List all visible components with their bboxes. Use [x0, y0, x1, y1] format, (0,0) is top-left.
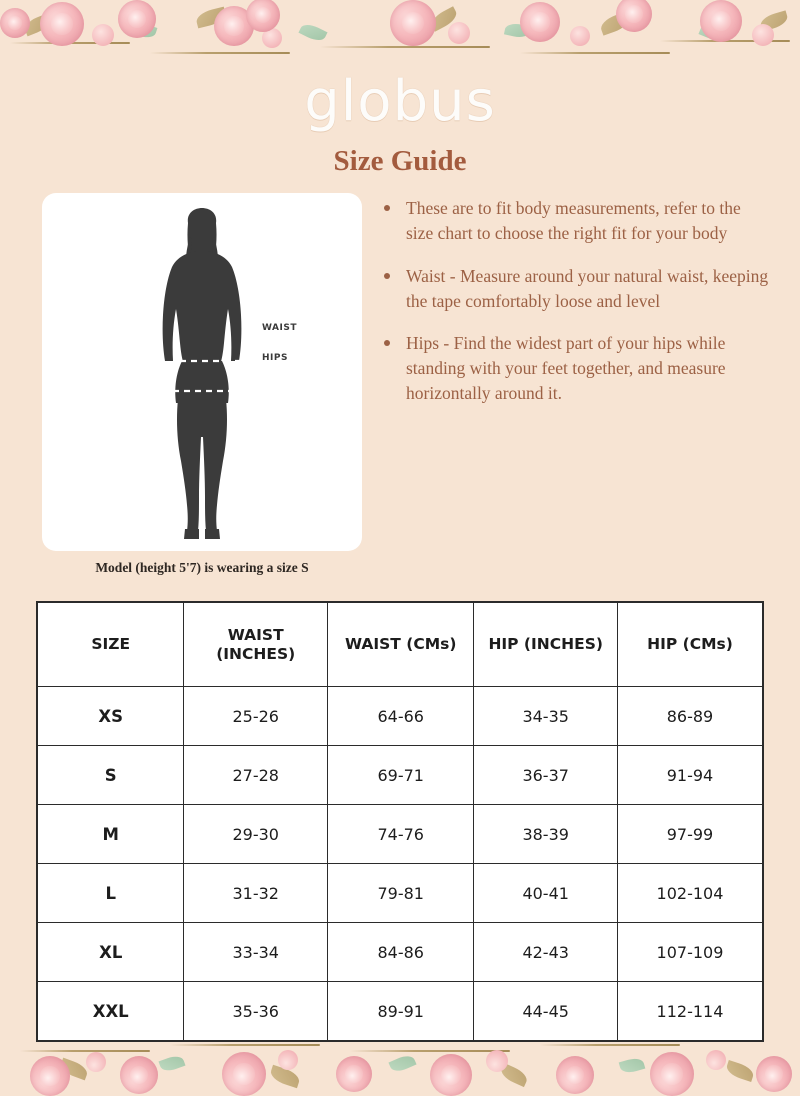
floral-sprig — [10, 42, 130, 44]
rose-icon — [118, 0, 156, 38]
cell-waist-cms: 69-71 — [327, 746, 473, 805]
leaf-icon — [195, 7, 228, 29]
bullet-icon — [384, 340, 390, 346]
rose-icon — [556, 1056, 594, 1094]
leaf-icon — [504, 22, 531, 40]
leaf-icon — [131, 21, 158, 41]
cell-size: S — [38, 746, 184, 805]
rose-bud-icon — [448, 22, 470, 44]
rose-icon — [616, 0, 652, 32]
rose-icon — [650, 1052, 694, 1096]
rose-bud-icon — [486, 1050, 508, 1072]
bullet-icon — [384, 205, 390, 211]
cell-waist-inches: 35-36 — [184, 982, 328, 1041]
leaf-icon — [58, 1058, 89, 1081]
cell-waist-inches: 33-34 — [184, 923, 328, 982]
rose-icon — [700, 0, 742, 42]
rose-icon — [120, 1056, 158, 1094]
leaf-icon — [698, 22, 725, 43]
rose-icon — [756, 1056, 792, 1092]
column-header-hip-inches: HIP (INCHES) — [474, 603, 618, 687]
cell-hip-cms: 91-94 — [617, 746, 762, 805]
cell-hip-cms: 97-99 — [617, 805, 762, 864]
note-item — [382, 331, 772, 406]
cell-waist-inches: 25-26 — [184, 687, 328, 746]
cell-waist-cms: 79-81 — [327, 864, 473, 923]
cell-size: M — [38, 805, 184, 864]
rose-icon — [40, 2, 84, 46]
cell-hip-inches: 44-45 — [474, 982, 618, 1041]
model-illustration-card — [42, 193, 362, 551]
rose-icon — [390, 0, 436, 46]
rose-icon — [246, 0, 280, 32]
cell-hip-inches: 34-35 — [474, 687, 618, 746]
cell-waist-inches: 27-28 — [184, 746, 328, 805]
cell-size: XS — [38, 687, 184, 746]
leaf-icon — [598, 11, 631, 35]
table-row — [38, 805, 763, 864]
female-silhouette-icon — [42, 193, 362, 551]
floral-sprig — [170, 1044, 320, 1046]
floral-sprig — [20, 1050, 150, 1052]
rose-bud-icon — [570, 26, 590, 46]
cell-waist-cms: 64-66 — [327, 687, 473, 746]
leaf-icon — [22, 14, 51, 37]
column-header-hip-cms: HIP (CMs) — [617, 603, 762, 687]
column-header-waist-cms: WAIST (CMs) — [327, 603, 473, 687]
cell-hip-cms: 112-114 — [617, 982, 762, 1041]
rose-icon — [430, 1054, 472, 1096]
rose-bud-icon — [86, 1052, 106, 1072]
floral-sprig — [660, 40, 790, 42]
rose-icon — [336, 1056, 372, 1092]
rose-icon — [520, 2, 560, 42]
table-row — [38, 746, 763, 805]
floral-sprig — [150, 52, 290, 54]
rose-bud-icon — [92, 24, 114, 46]
leaf-icon — [725, 1060, 756, 1082]
cell-hip-inches: 36-37 — [474, 746, 618, 805]
brand-logo: globus — [304, 69, 496, 134]
cell-size: XXL — [38, 982, 184, 1041]
measurement-notes — [382, 196, 772, 424]
rose-bud-icon — [752, 24, 774, 46]
rose-icon — [214, 6, 254, 46]
waist-measure-label: WAIST — [262, 323, 297, 333]
model-caption: Model (height 5'7) is wearing a size S — [95, 560, 309, 575]
size-chart-table — [36, 601, 764, 1042]
page-title: Size Guide — [333, 145, 467, 177]
rose-icon — [222, 1052, 266, 1096]
leaf-icon — [498, 1063, 529, 1087]
note-item — [382, 264, 772, 314]
leaf-icon — [159, 1053, 186, 1073]
rose-icon — [30, 1056, 70, 1096]
rose-icon — [0, 8, 30, 38]
note-text: Waist - Measure around your natural waist, keeping the tape comfortably loose and level — [406, 265, 769, 311]
column-header-waist-inches: WAIST (INCHES) — [184, 603, 328, 687]
floral-border-top — [0, 0, 800, 72]
note-text: Hips - Find the widest part of your hips while standing with your feet together, and measure horizontally around it. — [406, 333, 726, 404]
cell-hip-cms: 107-109 — [617, 923, 762, 982]
cell-hip-cms: 86-89 — [617, 687, 762, 746]
leaf-icon — [298, 21, 327, 44]
hips-measure-label: HIPS — [262, 353, 288, 363]
note-text: These are to fit body measurements, refer to the size chart to choose the right fit for your body — [406, 198, 741, 243]
cell-waist-inches: 29-30 — [184, 805, 328, 864]
cell-hip-cms: 102-104 — [617, 864, 762, 923]
cell-waist-cms: 89-91 — [327, 982, 473, 1041]
rose-bud-icon — [278, 1050, 298, 1070]
bullet-icon — [384, 273, 390, 279]
leaf-icon — [759, 10, 790, 31]
floral-sprig — [540, 1044, 680, 1046]
floral-sprig — [350, 1050, 510, 1052]
leaf-icon — [619, 1056, 646, 1075]
table-row — [38, 864, 763, 923]
floral-sprig — [520, 52, 670, 54]
table-header-row — [38, 603, 763, 687]
cell-waist-cms: 84-86 — [327, 923, 473, 982]
table-row — [38, 687, 763, 746]
floral-sprig — [320, 46, 490, 48]
leaf-icon — [388, 1052, 416, 1074]
rose-bud-icon — [262, 28, 282, 48]
cell-size: XL — [38, 923, 184, 982]
cell-size: L — [38, 864, 184, 923]
cell-hip-inches: 42-43 — [474, 923, 618, 982]
cell-waist-inches: 31-32 — [184, 864, 328, 923]
leaf-icon — [428, 6, 459, 32]
table-row — [38, 982, 763, 1041]
cell-hip-inches: 38-39 — [474, 805, 618, 864]
leaf-icon — [268, 1065, 301, 1089]
table-row — [38, 923, 763, 982]
cell-waist-cms: 74-76 — [327, 805, 473, 864]
rose-bud-icon — [706, 1050, 726, 1070]
cell-hip-inches: 40-41 — [474, 864, 618, 923]
note-item — [382, 196, 772, 246]
column-header-size: SIZE — [38, 603, 184, 687]
